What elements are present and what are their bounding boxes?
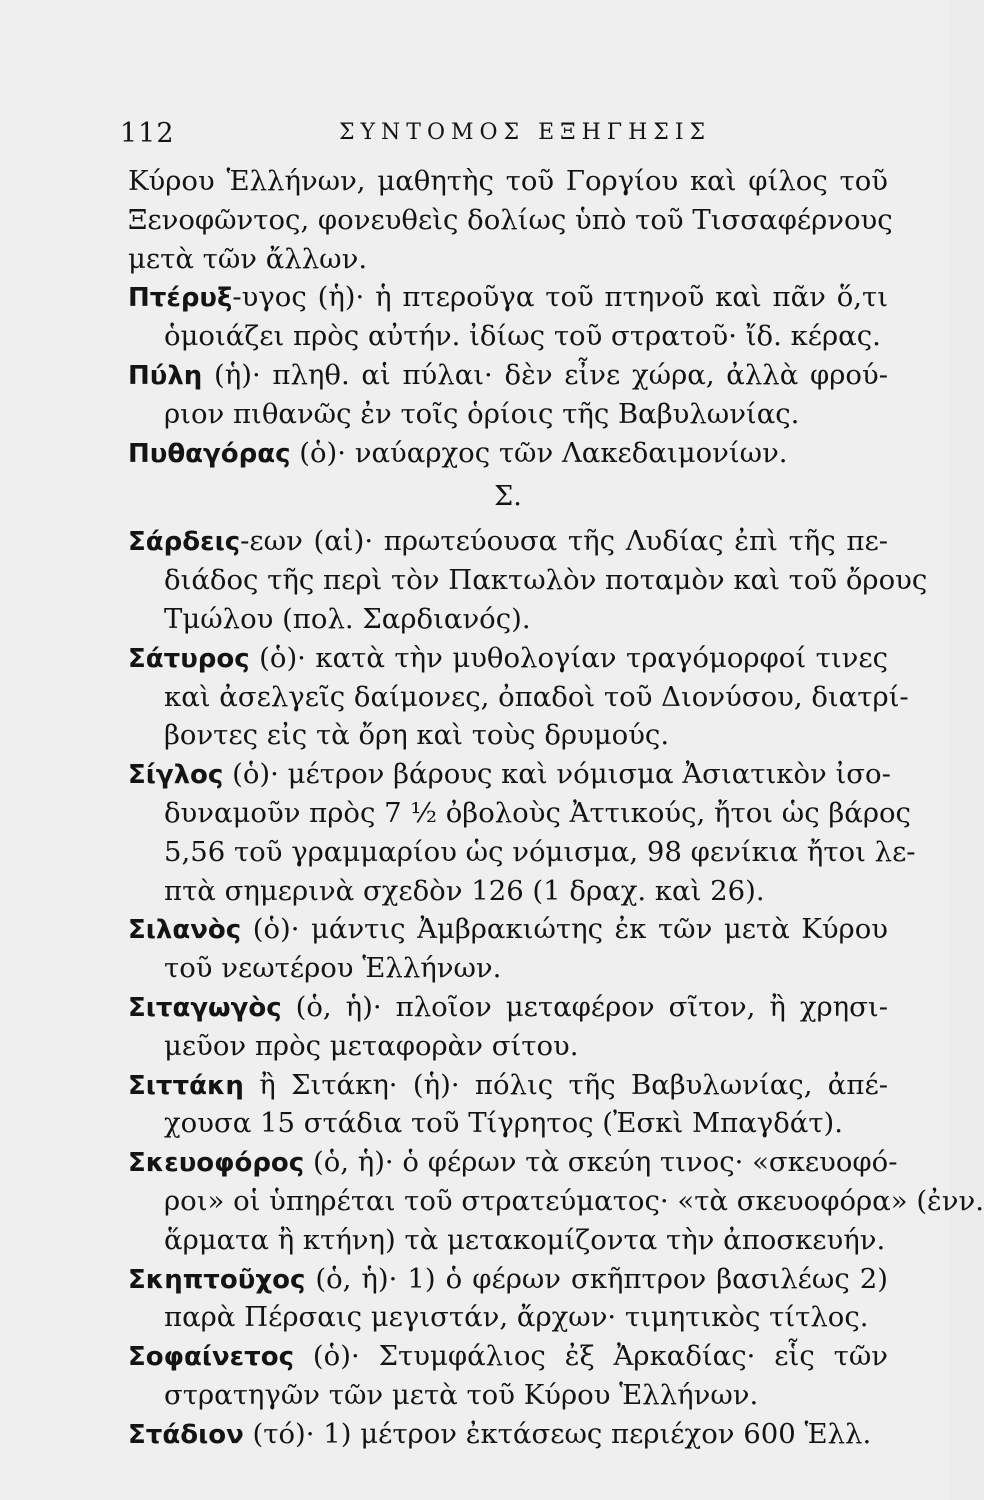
entry-headword: Σκηπτοῦχος [128,1264,306,1295]
continuation-line: Κύρου Ἑλλήνων, μαθητὴς τοῦ Γοργίου καὶ φίλος τοῦ [128,165,888,197]
entry-headword: Σιταγωγὸς [128,992,282,1023]
entry-first-line [128,1066,888,1105]
page-header [120,118,890,158]
entry-headword: Στάδιον [128,1419,244,1450]
entry-text: δυναμοῦν πρὸς 7 ½ ὀβολοὺς Ἀττικούς, ἤτοι ὡς βάρος [164,796,911,829]
entry-first-line [128,988,888,1027]
entry-headword: Πτέρυξ [128,283,233,314]
entry-line [128,600,888,639]
entry-text: καὶ ἀσελγεῖς δαίμονες, ὀπαδοὶ τοῦ Διονύσου, διατρί- [164,680,909,713]
entry-text: -εων (αἱ)· πρωτεύουσα τῆς Λυδίας ἐπὶ τῆς πε- [240,525,888,558]
dictionary-entry [128,1066,888,1144]
entry-text: (ὁ)· κατὰ τὴν μυθολογίαν τραγόμορφοί τινες [249,641,888,674]
entry-line [128,1182,984,1221]
entry-text: βοντες εἰς τὰ ὄρη καὶ τοὺς δρυμούς. [164,719,670,752]
dictionary-entry [128,910,888,988]
page-number: 112 [120,118,175,149]
entry-text: στρατηγῶν τῶν μετὰ τοῦ Κύρου Ἑλλήνων. [164,1378,759,1411]
entry-text: ἢ Σιτάκη· (ἡ)· πόλις τῆς Βαβυλωνίας, ἀπέ- [243,1068,888,1101]
page-body [128,162,984,1454]
entry-line [128,1376,888,1415]
entry-line [128,1221,888,1260]
entry-line [128,794,911,833]
entry-text: πτὰ σημερινὰ σχεδὸν 126 (1 δραχ. καὶ 26). [164,874,765,907]
entry-first-line [128,755,891,794]
section-letter: Σ. [494,481,522,513]
entry-text: (ἡ)· πληθ. αἱ πύλαι· δὲν εἶνε χώρα, ἀλλὰ φρού- [202,358,888,391]
entry-text: (ὁ)· μάντις Ἀμβρακιώτης ἐκ τῶν μετὰ Κύρου [241,913,888,946]
entry-line [128,317,888,356]
entry-line [128,561,928,600]
dictionary-entry [128,522,928,638]
entry-headword: Πυθαγόρας [128,438,291,469]
entry-text: ροι» οἱ ὑπηρέται τοῦ στρατεύματος· «τὰ σκευοφόρα» (ἐνν. [164,1184,984,1217]
entry-first-line [128,356,888,395]
entry-text: (ὁ)· Στυμφάλιος ἐξ Ἀρκαδίας· εἷς τῶν [294,1340,888,1373]
entry-text: (ὁ, ἡ)· πλοῖον μεταφέρον σῖτον, ἢ χρησι- [281,990,888,1023]
entry-text: (ὁ, ἡ)· 1) ὁ φέρων σκῆπτρον βασιλέως 2) [305,1262,888,1295]
dictionary-entry [128,1260,888,1338]
entry-first-line [128,1143,898,1182]
entries-pi [128,278,888,472]
entry-line [128,949,888,988]
dictionary-entry [128,1143,984,1259]
entry-first-line [128,1337,888,1376]
entry-text: μεῦον πρὸς μεταφορὰν σίτου. [164,1029,579,1062]
dictionary-entry [128,434,888,473]
entry-text: διάδος τῆς περὶ τὸν Πακτωλὸν ποταμὸν καὶ τοῦ ὄρους [164,564,928,597]
entry-headword: Σάρδεις [128,527,241,558]
entry-headword: Σκευοφόρος [128,1148,305,1179]
continuation-line: μετὰ τῶν ἄλλων. [128,242,368,275]
entry-first-line [128,522,888,561]
entry-text: ἅρματα ἢ κτήνη) τὰ μετακομίζοντα τὴν ἀποσκευήν. [164,1223,886,1256]
entry-text: παρὰ Πέρσαις μεγιστάν, ἄρχων· τιμητικὸς τίτλος. [164,1301,869,1334]
dictionary-entry [128,1337,888,1415]
entry-line [128,395,888,434]
entries-sigma [128,522,984,1453]
entry-text: χουσα 15 στάδια τοῦ Τίγρητος (Ἐσκὶ Μπαγδάτ). [164,1107,844,1140]
running-title: ΣΥΝΤΟΜΟΣ ΕΞΗΓΗΣΙΣ [338,120,712,145]
entry-headword: Σάτυρος [128,643,250,674]
entry-text: (ὁ)· μέτρον βάρους καὶ νόμισμα Ἀσιατικὸν ἰσο- [223,758,891,791]
entry-line [128,1027,888,1066]
entry-headword: Σιττάκη [128,1070,244,1101]
entry-line [128,833,916,872]
entry-headword: Σίγλος [128,760,224,791]
entry-text: (τό)· 1) μέτρον ἐκτάσεως περιέχον 600 Ἑλλ. [243,1417,872,1450]
entry-text: Τμώλου (πολ. Σαρδιανός). [164,602,531,635]
entry-headword: Σιλανὸς [128,915,242,946]
dictionary-entry [128,278,888,356]
entry-line [128,716,888,755]
entry-first-line [128,1415,888,1454]
entry-text: (ὁ)· ναύαρχος τῶν Λακεδαιμονίων. [290,436,788,469]
entry-first-line [128,278,888,317]
entry-line [128,872,888,911]
entry-text: ὁμοιάζει πρὸς αὐτήν. ἰδίως τοῦ στρατοῦ· ἴδ. κέρας. [164,320,881,353]
entry-headword: Πύλη [128,360,203,391]
entry-text: 5,56 τοῦ γραμμαρίου ὡς νόμισμα, 98 φενίκια ἤτοι λε- [164,835,916,868]
dictionary-entry [128,1415,888,1454]
entry-line [128,1298,888,1337]
entry-line [128,678,909,717]
entry-line [128,1104,888,1143]
dictionary-entry [128,356,888,434]
dictionary-entry [128,988,888,1066]
entry-text: -υγος (ἡ)· ἡ πτεροῦγα τοῦ πτηνοῦ καὶ πᾶν ὅ,τι [232,281,888,314]
continuation-line: Ξενοφῶντος, φονευθεὶς δολίως ὑπὸ τοῦ Τισσαφέρνους [128,203,893,236]
entry-text: (ὁ, ἡ)· ὁ φέρων τὰ σκεύη τινος· «σκευοφό- [304,1146,898,1179]
dictionary-entry [128,639,909,755]
entry-first-line [128,639,888,678]
dictionary-entry [128,755,916,910]
entry-text: ριον πιθανῶς ἐν τοῖς ὁρίοις τῆς Βαβυλωνίας. [164,397,800,430]
entry-first-line [128,1260,888,1299]
entry-text: τοῦ νεωτέρου Ἑλλήνων. [164,952,502,985]
entry-first-line [128,910,888,949]
entry-headword: Σοφαίνετος [128,1342,295,1373]
entry-first-line [128,434,888,473]
